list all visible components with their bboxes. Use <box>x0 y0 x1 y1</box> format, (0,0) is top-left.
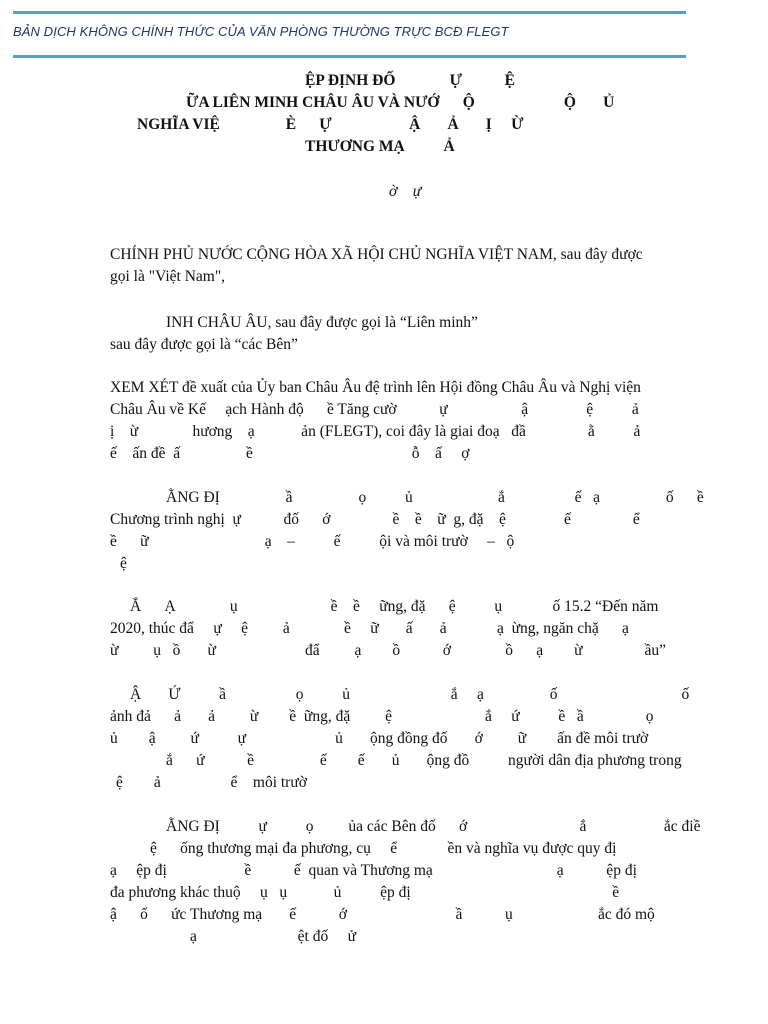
paragraph-6-line-3: ủ ậ ứ ự ủ ộng đồng đố ớ ữ ấn đề môi trườ <box>110 730 649 747</box>
paragraph-5-line-3: ừ ụ ồ ừ đẩ ạ ồ ớ ồ ạ ừ ầu” <box>110 642 667 659</box>
paragraph-6-line-5: ệ ả ể môi trườ <box>116 774 307 791</box>
paragraph-7-line-3: ạ ệp đị ề ế quan và Thương mạ ạ ệp đị <box>110 862 637 879</box>
header-bottom-rule <box>13 55 686 58</box>
paragraph-7-line-1: ẰNG ĐỊ ự ọ ủa các Bên đố ớ ắ ắc điề <box>166 818 701 835</box>
paragraph-7-line-5: ậ ố ức Thương mạ ế ớ ầ ụ ắc đó mộ <box>110 906 655 923</box>
title-line-5: ờ ự <box>389 183 422 200</box>
paragraph-3-line-2: Châu Âu về Kế ạch Hành độ ề Tăng cườ ự ậ ệ ả <box>110 401 639 418</box>
paragraph-1-line-2: gọi là "Việt Nam", <box>110 268 226 285</box>
paragraph-4-line-2: Chương trình nghị ự đố ớ ề ề ữ g, đặ ệ ế ể <box>110 511 640 528</box>
paragraph-4-line-1: ẰNG ĐỊ ầ ọ ủ ắ ế ạ ố ề <box>166 489 704 506</box>
paragraph-5-line-1: Ắ Ạ ụ ề ề ững, đặ ệ ụ ố 15.2 “Đến năm <box>130 598 659 615</box>
paragraph-4-line-3: ề ữ ạ – ế ội và môi trườ – ộ <box>110 533 515 550</box>
paragraph-7-line-4: đa phương khác thuộ ụ ụ ủ ệp đị ề <box>110 884 620 901</box>
paragraph-3-line-3: ị ừ hương ạ ản (FLEGT), coi đây là giai đoạ đầ ằ ả <box>110 423 641 440</box>
paragraph-3-line-4: ế ấn đề ấ ề ỗ ấ ợ <box>110 445 470 462</box>
paragraph-5-line-2: 2020, thúc đẩ ự ệ ả ề ữ ấ ả ạ ừng, ngăn chặ ạ <box>110 620 629 637</box>
paragraph-1-line-1: CHÍNH PHỦ NƯỚC CỘNG HÒA XÃ HỘI CHỦ NGHĨA VIỆT NAM, sau đây được <box>110 246 643 263</box>
paragraph-7-line-2: ệ ống thương mại đa phương, cụ ể ền và nghĩa vụ được quy đị <box>150 840 617 857</box>
paragraph-7-line-6: ạ ệt đố ử <box>190 928 356 945</box>
paragraph-6-line-2: ảnh đả ả ả ừ ề ững, đặ ệ ắ ứ ề ầ ọ <box>110 708 654 725</box>
title-line-4: THƯƠNG MẠ Ả <box>305 138 455 155</box>
header-top-rule <box>13 11 686 14</box>
paragraph-2-line-2: sau đây được gọi là “các Bên” <box>110 336 298 353</box>
paragraph-4-line-4: ệ <box>120 555 127 572</box>
title-line-2: ỮA LIÊN MINH CHÂU ÂU VÀ NƯỚ Ộ Ộ Ủ <box>186 94 615 111</box>
paragraph-6-line-4: ắ ứ ề ế ế ủ ộng đồ người dân địa phương trong <box>166 752 682 769</box>
running-header: BẢN DỊCH KHÔNG CHÍNH THỨC CỦA VĂN PHÒNG THƯỜNG TRỰC BCĐ FLEGT <box>13 24 509 39</box>
paragraph-6-line-1: Ậ Ứ ầ ọ ủ ắ ạ ố ố <box>130 686 690 703</box>
paragraph-2-line-1: INH CHÂU ÂU, sau đây được gọi là “Liên minh” <box>166 314 478 331</box>
title-line-1: ỆP ĐỊNH ĐỐ Ự Ệ <box>305 72 515 89</box>
title-line-3: NGHĨA VIỆ È Ự Ậ Ả Ị Ừ <box>137 116 524 133</box>
paragraph-3-line-1: XEM XÉT đề xuất của Ủy ban Châu Âu đệ trình lên Hội đồng Châu Âu và Nghị viện <box>110 379 641 396</box>
